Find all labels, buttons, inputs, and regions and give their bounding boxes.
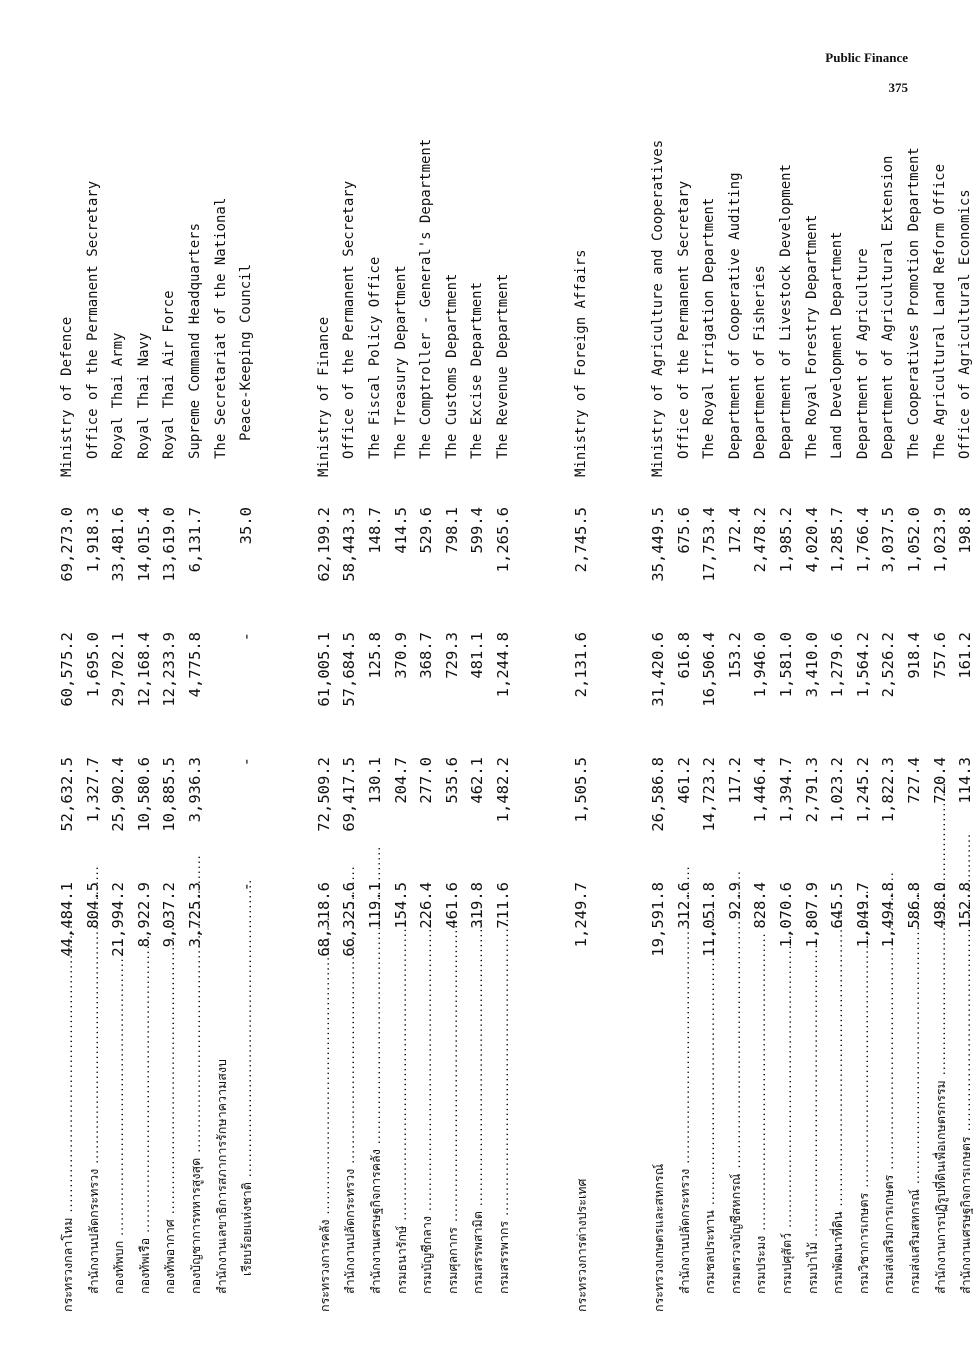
budget-value-cell: 172.4 [725, 507, 744, 554]
budget-value-cell: 35.0 [237, 507, 256, 545]
department-label-english: Department of Agricultural Extension [880, 155, 897, 459]
budget-value-cell: 1,049.7 [853, 882, 872, 948]
department-label-thai: กรมประมง ..... [748, 997, 774, 1312]
budget-value-cell: 12,233.9 [160, 632, 179, 707]
budget-value-cell: 1,581.0 [777, 632, 796, 698]
budget-value-cell: 1,918.3 [83, 507, 102, 573]
department-label-thai: สำนักงานการปฏิรูปที่ดินเพื่อเกษตรกรรม ..... [928, 997, 954, 1312]
budget-value-cell: 25,902.4 [109, 757, 128, 832]
budget-value-cell: 4,775.8 [185, 632, 204, 698]
budget-value-cell: 1,394.7 [777, 757, 796, 823]
budget-value-cell: 204.7 [391, 757, 410, 804]
budget-value-cell: 8,922.9 [134, 882, 153, 948]
department-label-thai: กรมบัญชีกลาง ..... [414, 997, 440, 1312]
budget-value-cell: 4,020.4 [802, 507, 821, 573]
group-spacer [594, 757, 646, 867]
budget-value-cell: 529.6 [417, 507, 436, 554]
department-label-thai: กองบัญชาการทหารสูงสุด ..... [183, 997, 209, 1312]
department-label-thai: สำนักงานปลัดกระทรวง ..... [81, 997, 107, 1312]
budget-value-cell: - [237, 882, 256, 892]
department-label-english: Department of Fisheries [752, 265, 769, 459]
department-label-english: Office of the Permanent Secretary [341, 180, 358, 459]
page-header [825, 50, 908, 96]
ministry-label-thai: กระทรวงการต่างประเทศ [573, 1178, 589, 1312]
department-label-thai: กรมพัฒนาที่ดิน ..... [825, 997, 851, 1312]
department-label-english: Office of Agricultural Economics [957, 189, 974, 459]
department-label-thai: กองทัพเรือ ..... [132, 997, 158, 1312]
budget-value-cell: 481.1 [468, 632, 487, 679]
budget-value-cell: 1,822.3 [879, 757, 898, 823]
page-number: 375 [888, 80, 908, 95]
group-spacer [517, 632, 569, 742]
budget-value-cell: 33,481.6 [109, 507, 128, 582]
budget-value-cell: 3,936.3 [185, 757, 204, 823]
department-label-english: The Royal Irrigation Department [701, 197, 718, 459]
budget-value-cell: 2,791.3 [802, 757, 821, 823]
department-label-english: Peace-Keeping Council [238, 263, 255, 441]
budget-value-cell: 154.5 [391, 882, 410, 929]
group-spacer [260, 177, 312, 477]
budget-value-cell: 1,052.0 [905, 507, 924, 573]
rotated-budget-table [55, 138, 975, 1312]
budget-value-cell: 57,684.5 [340, 632, 359, 707]
budget-value-cell: 68,318.6 [314, 882, 333, 957]
budget-value-cell: 1,564.2 [853, 632, 872, 698]
group-spacer [517, 997, 569, 1312]
value-column-1 [55, 882, 979, 992]
department-label-thai: เรียบร้อยแห่งชาติ ..... [234, 997, 260, 1312]
budget-value-cell: 1,245.2 [853, 757, 872, 823]
department-label-english: The Royal Forestry Department [803, 214, 820, 459]
budget-value-cell: 119.1 [365, 882, 384, 929]
budget-value-cell: 66,325.6 [340, 882, 359, 957]
group-spacer [260, 632, 312, 742]
group-spacer [260, 507, 312, 617]
budget-value-cell: 69,417.5 [340, 757, 359, 832]
budget-value-cell: 535.6 [442, 757, 461, 804]
budget-value-cell: 3,725.3 [185, 882, 204, 948]
budget-value-cell: 92.9 [725, 882, 744, 920]
budget-value-cell: 12,168.4 [134, 632, 153, 707]
group-spacer [260, 997, 312, 1312]
budget-value-cell: 13,619.0 [160, 507, 179, 582]
budget-value-cell: 370.9 [391, 632, 410, 679]
budget-value-cell: 2,131.6 [571, 632, 590, 698]
budget-value-cell: 675.6 [674, 507, 693, 554]
budget-value-cell: 117.2 [725, 757, 744, 804]
department-label-thai: สำนักงานเศรษฐกิจการคลัง ..... [363, 997, 389, 1312]
department-label-thai: กรมสรรพสามิต ..... [465, 997, 491, 1312]
department-label-thai: กรมส่งเสริมสหกรณ์ ..... [902, 997, 928, 1312]
department-label-english: The Fiscal Policy Office [366, 256, 383, 459]
budget-value-cell: 1,766.4 [853, 507, 872, 573]
budget-value-cell: 69,273.0 [58, 507, 76, 582]
budget-value-cell: 1,279.6 [828, 632, 847, 698]
ministry-label-thai: กระทรวงเกษตรและสหกรณ์ [651, 1163, 667, 1312]
group-spacer [594, 177, 646, 477]
department-label-english: Department of Agriculture [854, 248, 871, 459]
budget-value-cell: - [237, 757, 256, 767]
budget-value-cell: 616.8 [674, 632, 693, 679]
budget-value-cell: 62,199.2 [314, 507, 333, 582]
budget-value-cell: 1,327.7 [83, 757, 102, 823]
budget-value-cell: 9,037.2 [160, 882, 179, 948]
budget-value-cell: 462.1 [468, 757, 487, 804]
group-spacer [594, 632, 646, 742]
group-spacer [517, 177, 569, 477]
budget-value-cell: 44,484.1 [58, 882, 76, 957]
budget-value-cell: 461.6 [442, 882, 461, 929]
department-label-english: The Secretariat of the National [212, 197, 229, 459]
budget-value-cell: 414.5 [391, 507, 410, 554]
budget-value-cell: 2,478.2 [751, 507, 770, 573]
department-label-english: Royal Thai Air Force [161, 290, 178, 459]
department-label-english: Royal Thai Navy [135, 332, 152, 459]
budget-value-cell: 1,023.2 [828, 757, 847, 823]
budget-value-cell: 61,005.1 [314, 632, 333, 707]
budget-value-cell: 498.0 [930, 882, 949, 929]
budget-value-cell: 3,410.0 [802, 632, 821, 698]
department-label-english: The Revenue Department [494, 273, 511, 459]
budget-value-cell: 148.7 [365, 507, 384, 554]
value-column-4 [55, 507, 979, 617]
budget-value-cell [209, 507, 235, 617]
budget-value-cell: 161.2 [956, 632, 975, 679]
budget-value-cell: 152.8 [956, 882, 975, 929]
department-label-thai: กรมส่งเสริมการเกษตร ..... [876, 997, 902, 1312]
budget-value-cell: 277.0 [417, 757, 436, 804]
department-label-thai: สำนักงานปลัดกระทรวง ..... [337, 997, 363, 1312]
budget-value-cell: 29,702.1 [109, 632, 128, 707]
department-label-thai: สำนักงานเศรษฐกิจการเกษตร ..... [953, 997, 979, 1312]
budget-value-cell: 16,506.4 [700, 632, 719, 707]
budget-value-cell: 586.8 [905, 882, 924, 929]
budget-value-cell: - [237, 632, 256, 642]
group-spacer [594, 507, 646, 617]
budget-value-cell: 319.8 [468, 882, 487, 929]
ministry-label-english: Ministry of Finance [315, 316, 332, 477]
budget-value-cell: 711.6 [493, 882, 512, 929]
budget-value-cell: 720.4 [930, 757, 949, 804]
budget-value-cell: 757.6 [930, 632, 949, 679]
budget-value-cell: 226.4 [417, 882, 436, 929]
department-label-thai: กรมชลประทาน ..... [697, 997, 723, 1312]
department-label-english: Department of Cooperative Auditing [726, 172, 743, 459]
department-label-english: Royal Thai Army [110, 332, 127, 459]
budget-value-cell: 35,449.5 [649, 507, 668, 582]
budget-value-cell: 1,244.8 [493, 632, 512, 698]
department-label-english: The Excise Department [469, 281, 486, 459]
budget-value-cell [209, 757, 235, 867]
budget-value-cell: 2,745.5 [571, 507, 590, 573]
budget-value-cell: 1,265.6 [493, 507, 512, 573]
budget-value-cell: 52,632.5 [58, 757, 76, 832]
budget-value-cell: 3,037.5 [879, 507, 898, 573]
department-label-thai: กรมวิชาการเกษตร ..... [851, 997, 877, 1312]
budget-value-cell: 1,494.8 [879, 882, 898, 948]
budget-value-cell: 1,249.7 [571, 882, 590, 948]
budget-value-cell: 198.8 [956, 507, 975, 554]
section-title: Public Finance [825, 50, 908, 65]
ministry-label-thai: กระทรวงกลาโหม ..... [55, 997, 81, 1312]
department-label-english: The Agricultural Land Reform Office [931, 163, 948, 459]
budget-value-cell: 10,885.5 [160, 757, 179, 832]
department-label-english: The Customs Department [443, 273, 460, 459]
budget-value-cell [209, 632, 235, 742]
budget-value-cell [209, 882, 235, 992]
budget-value-cell: 1,505.5 [571, 757, 590, 823]
budget-value-cell: 312.6 [674, 882, 693, 929]
budget-value-cell: 1,807.9 [802, 882, 821, 948]
group-spacer [260, 757, 312, 867]
group-spacer [517, 757, 569, 867]
budget-value-cell: 17,753.4 [700, 507, 719, 582]
budget-value-cell: 58,443.3 [340, 507, 359, 582]
budget-value-cell: 1,023.9 [930, 507, 949, 573]
department-label-thai: กรมตรวจบัญชีสหกรณ์ ..... [723, 997, 749, 1312]
group-spacer [517, 507, 569, 617]
budget-value-cell: 1,695.0 [83, 632, 102, 698]
department-label-thai: กรมสรรพากร ..... [491, 997, 517, 1312]
thai-label-column [55, 997, 979, 1312]
budget-value-cell: 26,586.8 [649, 757, 668, 832]
budget-value-cell: 114.3 [956, 757, 975, 804]
budget-value-cell: 368.7 [417, 632, 436, 679]
budget-value-cell: 804.5 [83, 882, 102, 929]
department-label-thai: กองทัพอากาศ ..... [157, 997, 183, 1312]
budget-value-cell: 2,526.2 [879, 632, 898, 698]
budget-value-cell: 599.4 [468, 507, 487, 554]
budget-value-cell: 60,575.2 [58, 632, 76, 707]
ministry-label-english: Ministry of Foreign Affairs [572, 249, 589, 477]
budget-value-cell: 1,482.2 [493, 757, 512, 823]
department-label-english: Land Development Department [829, 231, 846, 459]
budget-value-cell: 14,015.4 [134, 507, 153, 582]
budget-value-cell: 727.4 [905, 757, 924, 804]
budget-value-cell: 798.1 [442, 507, 461, 554]
group-spacer [517, 882, 569, 992]
department-label-thai: กรมป่าไม้ ..... [800, 997, 826, 1312]
budget-value-cell: 6,131.7 [185, 507, 204, 573]
department-label-english: The Comptroller - General's Department [418, 138, 435, 459]
department-label-thai: กรมศุลกากร ..... [440, 997, 466, 1312]
budget-value-cell: 1,946.0 [751, 632, 770, 698]
budget-value-cell: 31,420.6 [649, 632, 668, 707]
budget-value-cell: 1,285.7 [828, 507, 847, 573]
budget-value-cell: 130.1 [365, 757, 384, 804]
budget-value-cell: 729.3 [442, 632, 461, 679]
budget-value-cell: 72,509.2 [314, 757, 333, 832]
budget-value-cell: 19,591.8 [649, 882, 668, 957]
ministry-label-english: Ministry of Agriculture and Cooperatives [650, 139, 667, 477]
budget-value-cell: 125.8 [365, 632, 384, 679]
department-label-english: Office of the Permanent Secretary [675, 180, 692, 459]
department-label-thai: กองทัพบก ..... [106, 997, 132, 1312]
budget-value-cell: 10,580.6 [134, 757, 153, 832]
group-spacer [594, 882, 646, 992]
budget-value-cell: 153.2 [725, 632, 744, 679]
department-label-thai: สำนักงานเลขาธิการสภาการรักษาความสงบ [213, 1059, 229, 1294]
budget-value-cell: 645.5 [828, 882, 847, 929]
budget-value-cell: 21,994.2 [109, 882, 128, 957]
budget-value-cell: 1,985.2 [777, 507, 796, 573]
group-spacer [594, 997, 646, 1312]
department-label-english: Office of the Permanent Secretary [84, 180, 101, 459]
department-label-thai: กรมธนารักษ์ ..... [389, 997, 415, 1312]
budget-value-cell: 828.4 [751, 882, 770, 929]
department-label-english: The Cooperatives Promotion Department [906, 147, 923, 459]
department-label-thai: กรมปศุสัตว์ ..... [774, 997, 800, 1312]
department-label-english: The Treasury Department [392, 265, 409, 459]
budget-value-cell: 1,070.6 [777, 882, 796, 948]
budget-value-cell: 11,051.8 [700, 882, 719, 957]
department-label-english: Department of Livestock Development [778, 163, 795, 459]
budget-value-cell: 461.2 [674, 757, 693, 804]
budget-value-cell: 14,723.2 [700, 757, 719, 832]
english-label-column [55, 138, 979, 477]
group-spacer [260, 882, 312, 992]
department-label-thai: สำนักงานปลัดกระทรวง ..... [672, 997, 698, 1312]
ministry-label-english: Ministry of Defence [59, 316, 75, 477]
value-column-3 [55, 632, 979, 742]
value-column-2 [55, 757, 979, 867]
budget-value-cell: 918.4 [905, 632, 924, 679]
department-label-english: Supreme Command Headquarters [186, 222, 203, 459]
ministry-label-thai: กระทรวงการคลัง ..... [312, 997, 338, 1312]
budget-value-cell: 1,446.4 [751, 757, 770, 823]
